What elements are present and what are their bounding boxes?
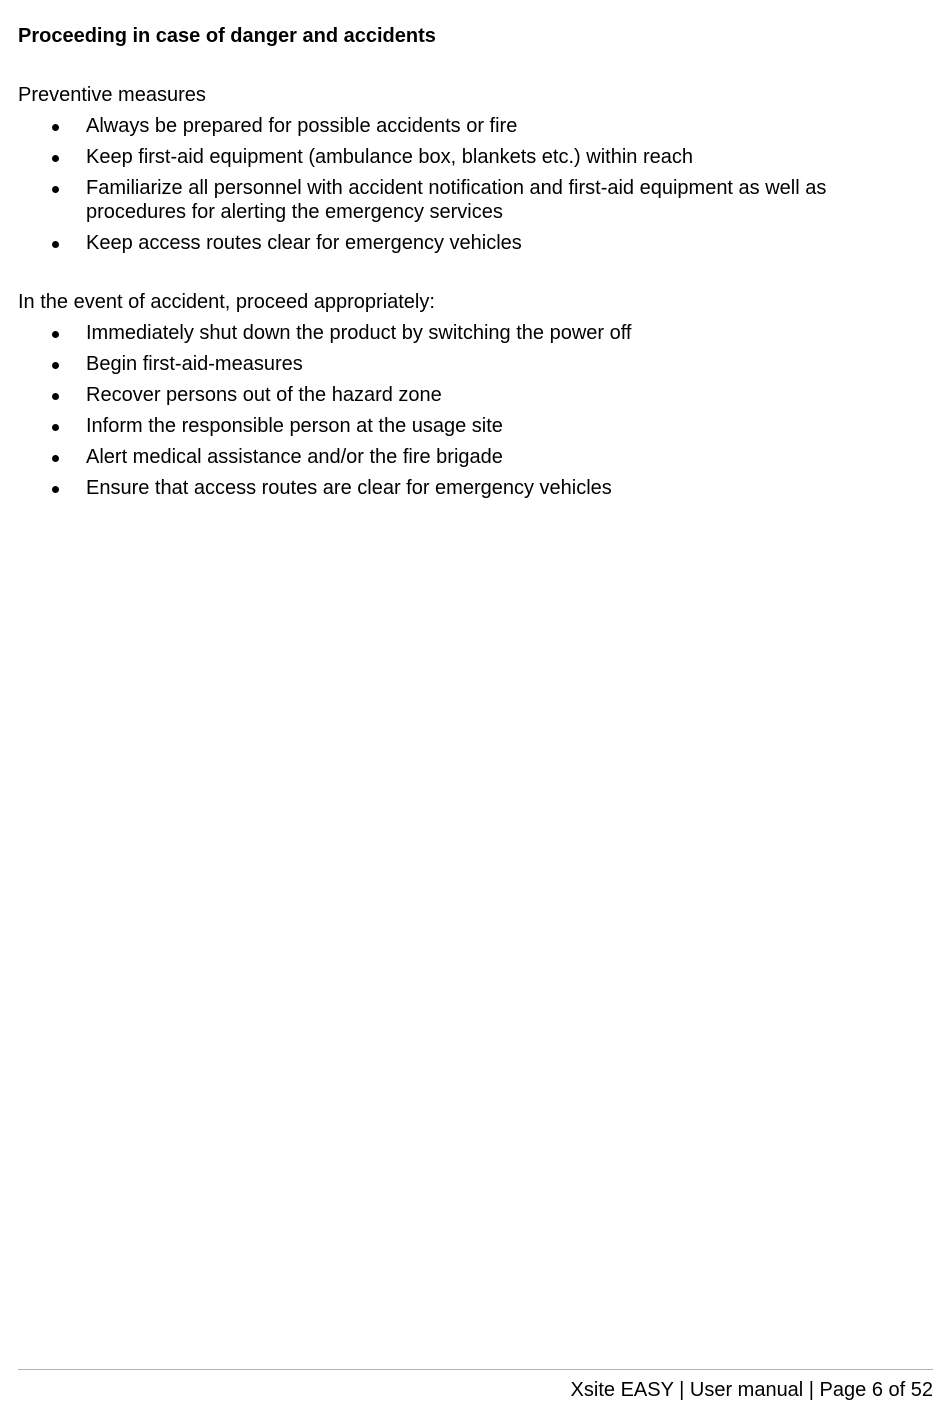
list-item-text: Familiarize all personnel with accident notification and first-aid equipment as well as procedures for alerting the emergency services — [86, 177, 827, 223]
list-item — [0, 445, 950, 469]
footer-divider — [18, 1369, 933, 1370]
bullet-icon — [52, 155, 59, 162]
list-item — [0, 145, 950, 169]
list-item-text: Recover persons out of the hazard zone — [86, 384, 442, 406]
list-item-text: Always be prepared for possible accidents or fire — [86, 115, 518, 137]
bullet-icon — [52, 124, 59, 131]
bullet-icon — [52, 241, 59, 248]
bullet-icon — [52, 486, 59, 493]
list-item-text: Alert medical assistance and/or the fire brigade — [86, 446, 503, 468]
list-item-text: Begin first-aid-measures — [86, 353, 303, 375]
list-item-text: Ensure that access routes are clear for emergency vehicles — [86, 477, 612, 499]
list-item — [0, 176, 950, 224]
list-item-text: Inform the responsible person at the usage site — [86, 415, 503, 437]
list-item — [0, 414, 950, 438]
bullet-icon — [52, 424, 59, 431]
bullet-icon — [52, 362, 59, 369]
list-item — [0, 231, 950, 255]
page-footer: Xsite EASY | User manual | Page 6 of 52 — [570, 1379, 933, 1401]
list-item — [0, 476, 950, 500]
list-item — [0, 383, 950, 407]
accident-procedure-heading: In the event of accident, proceed appropriately: — [18, 291, 435, 313]
bullet-icon — [52, 455, 59, 462]
preventive-measures-list — [0, 114, 950, 262]
preventive-measures-heading: Preventive measures — [18, 84, 206, 106]
bullet-icon — [52, 393, 59, 400]
list-item-text: Immediately shut down the product by switching the power off — [86, 322, 632, 344]
list-item-text: Keep first-aid equipment (ambulance box, blankets etc.) within reach — [86, 146, 693, 168]
list-item-text: Keep access routes clear for emergency vehicles — [86, 232, 522, 254]
bullet-icon — [52, 331, 59, 338]
list-item — [0, 352, 950, 376]
list-item — [0, 321, 950, 345]
page-title: Proceeding in case of danger and accidents — [18, 25, 436, 47]
bullet-icon — [52, 186, 59, 193]
list-item — [0, 114, 950, 138]
accident-procedure-list — [0, 321, 950, 507]
